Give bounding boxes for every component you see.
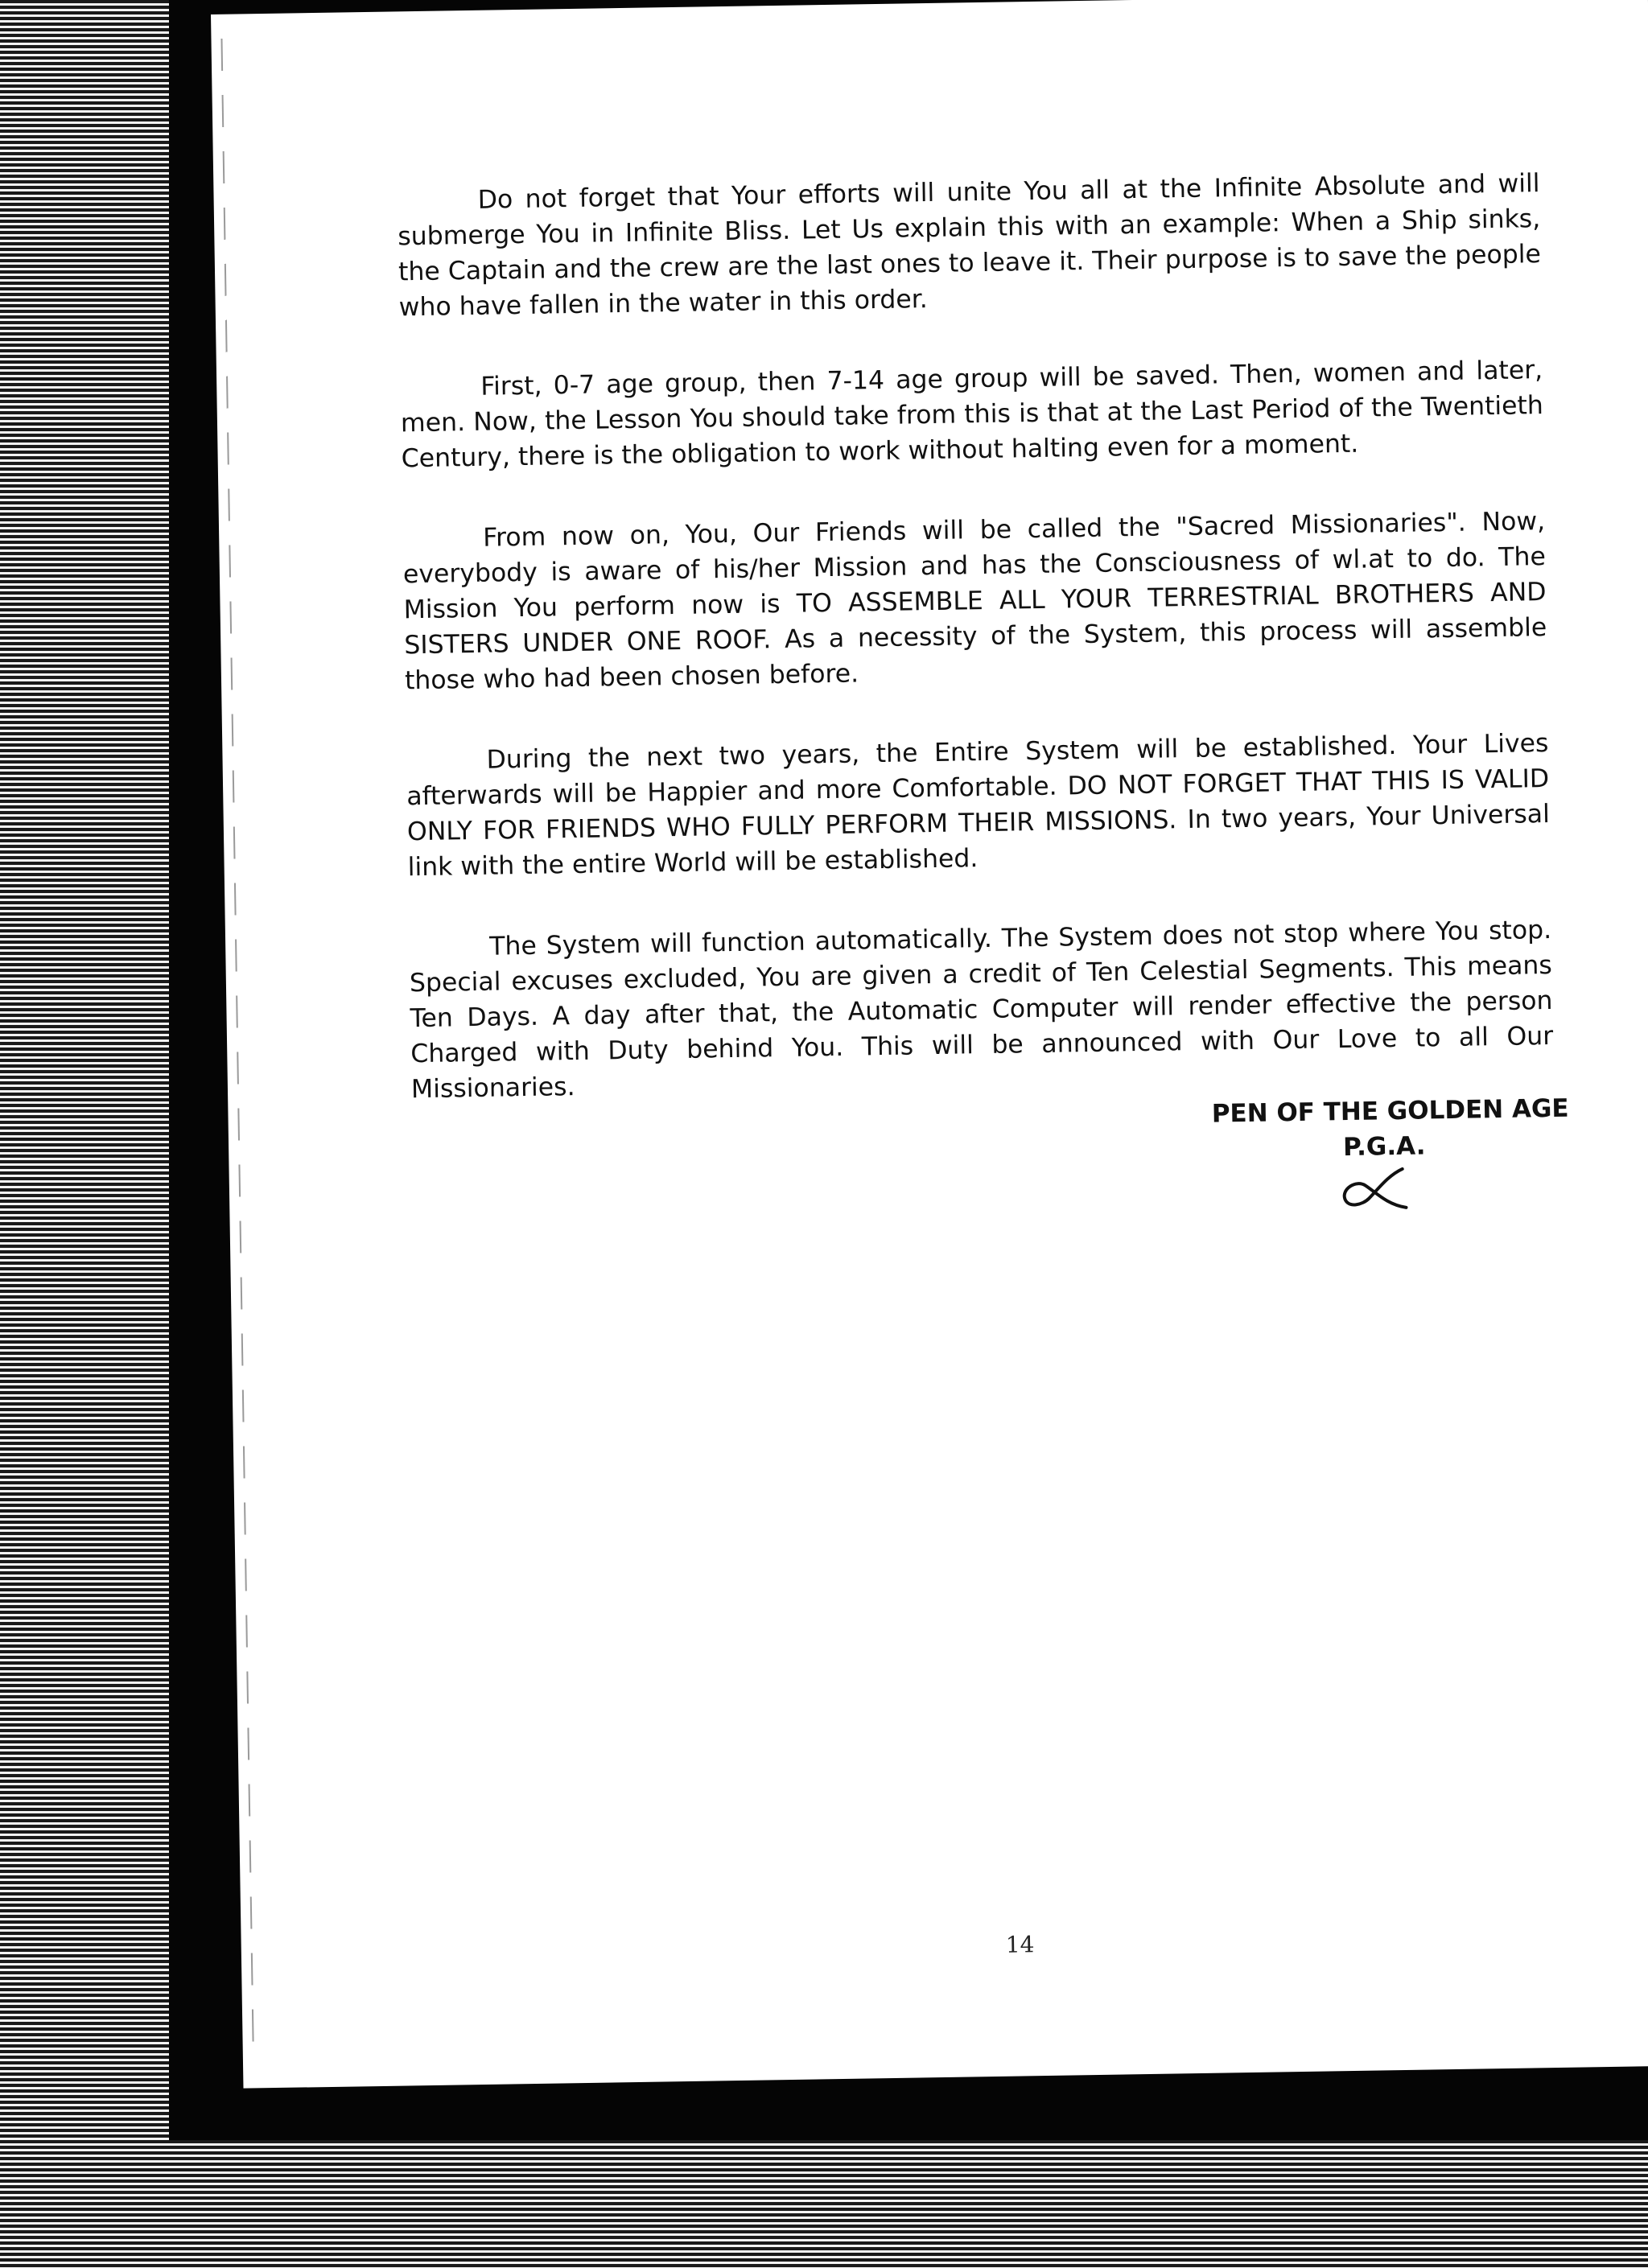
signature-name: PEN OF THE GOLDEN AGE [1211,1093,1569,1129]
paragraph-2: First, 0-7 age group, then 7-14 age group will be saved. Then, women and later, men. Now, the Lesson You should take from this is that at the Last Period of the Twentieth Century, there is the obligation to work without halting even for a moment. [400,356,1544,474]
paragraph-3: From now on, You, Our Friends will be called the "Sacred Missionaries". Now, everybody is aware of his/her Mission and has the Consciousness of wl.at to do. The Mission You perform now is TO ASSEMBLE ALL YOUR TERRESTRIAL BROTHERS AND SISTERS UNDER ONE ROOF. As a necessity of the System, this process will assemble those who had been chosen before. [402,507,1547,696]
paragraph-4: During the next two years, the Entire System will be established. Your Lives afterwards will be Happier and more Comfortable. DO NOT FORGET THAT THIS IS VALID ONLY FOR FRIENDS WHO FULLY PERFORM THEIR MISSIONS. In two years, Your Universal link with the entire World will be established. [406,729,1551,883]
body-text [397,166,1555,1152]
document-page [211,0,1648,2089]
signature-block [1198,1091,1569,1167]
page-number: 14 [1005,1931,1035,1958]
paragraph-5: The System will function automatically. The System does not stop where You stop. Special excuses excluded, You are given a credit of Ten Celestial Segments. This means Ten Days. A day after that, the Automatic Computer will render effective the person Charged with Duty behind You. This will be announced with Our Love to all Our Missionaries. [409,915,1554,1105]
paragraph-1: Do not forget that Your efforts will unite You all at the Infinite Absolute and will submerge You in Infinite Bliss. Let Us explain this with an example: When a Ship sinks, the Captain and the crew are the last ones to leave it. Their purpose is to save the people who have fallen in the water in this order. [398,169,1542,323]
alpha-symbol-icon [1340,1164,1413,1213]
signature-abbreviation: P.G.A. [1342,1131,1426,1163]
